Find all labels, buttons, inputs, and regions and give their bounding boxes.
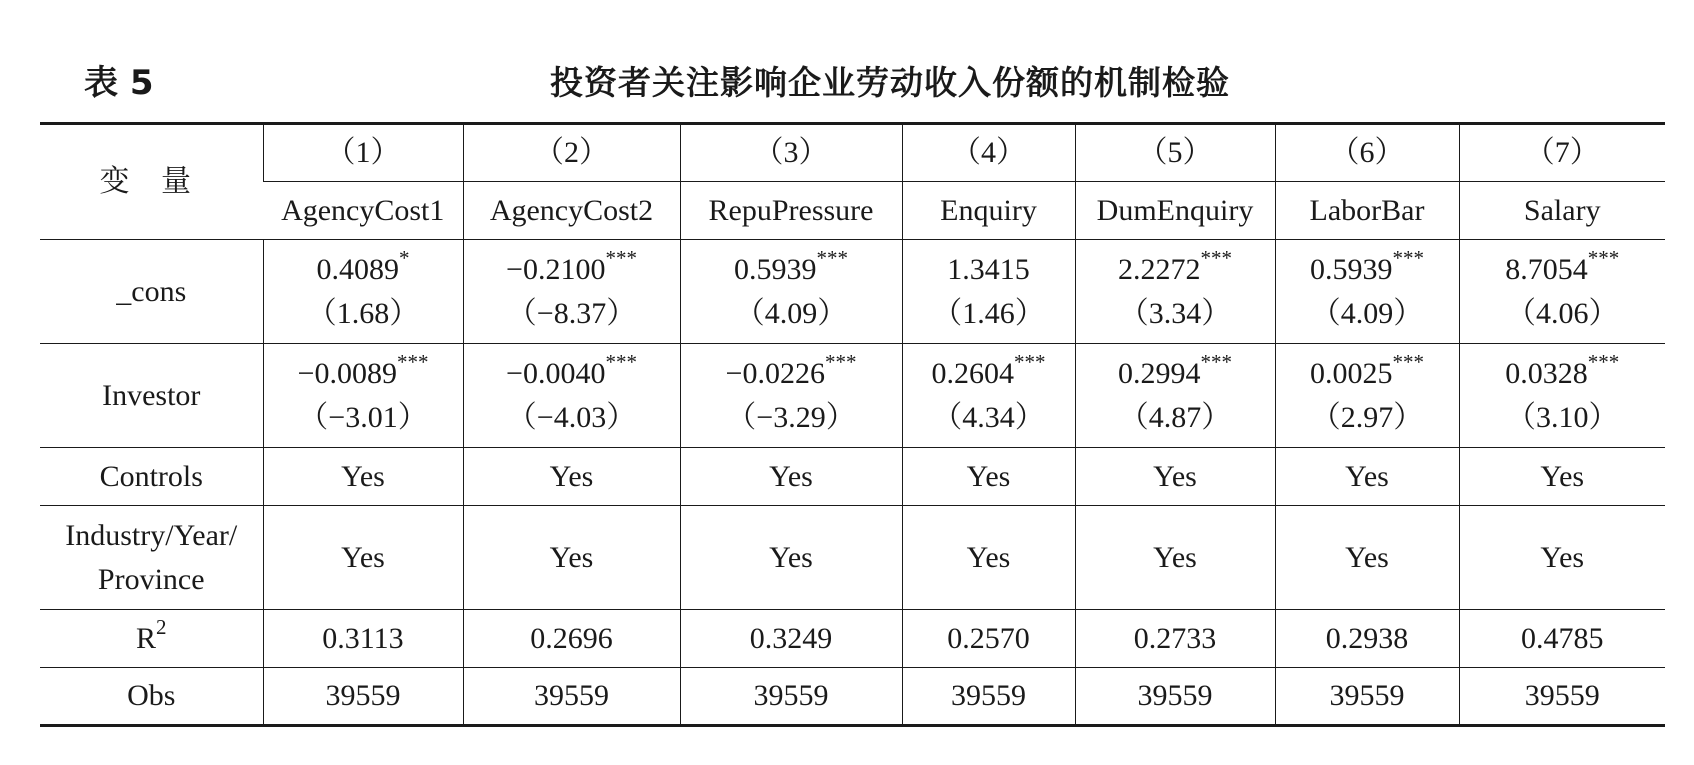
coef-cell: 0.0025*** （2.97） (1275, 344, 1459, 448)
row-label: _cons (40, 240, 263, 344)
table-cell: 39559 (1075, 668, 1275, 726)
table-cell: 0.2570 (902, 610, 1075, 668)
column-name: DumEnquiry (1075, 182, 1275, 240)
table-cell: Yes (680, 448, 902, 506)
table-row-controls (40, 448, 1665, 506)
table-cell: 0.2733 (1075, 610, 1275, 668)
significance-stars: *** (396, 349, 429, 374)
table-cell: 0.4785 (1459, 610, 1665, 668)
table-cell: 0.3249 (680, 610, 902, 668)
row-label: Obs (40, 668, 263, 726)
regression-table (40, 122, 1665, 727)
t-stat: （4.06） (1506, 296, 1619, 330)
variable-header: 变 量 (40, 124, 263, 240)
coef-cell: 1.3415 （1.46） (902, 240, 1075, 344)
table-cell: Yes (902, 448, 1075, 506)
t-stat: （3.34） (1118, 296, 1232, 330)
t-stat: （2.97） (1310, 400, 1424, 434)
table-cell: Yes (463, 448, 680, 506)
table-row-investor (40, 344, 1665, 448)
column-number: （7） (1459, 124, 1665, 182)
significance-stars: *** (1587, 245, 1620, 270)
coef-cell: 0.0328*** （3.10） (1459, 344, 1665, 448)
coef-cell: 0.2604*** （4.34） (902, 344, 1075, 448)
coef-cell: −0.0089*** （−3.01） (263, 344, 463, 448)
significance-stars: * (399, 245, 410, 270)
coef-cell: −0.2100*** （−8.37） (463, 240, 680, 344)
coef-cell: −0.0040*** （−4.03） (463, 344, 680, 448)
t-stat: （−8.37） (506, 296, 637, 330)
coef-cell: 8.7054*** （4.06） (1459, 240, 1665, 344)
table-row-cons (40, 240, 1665, 344)
column-name: LaborBar (1275, 182, 1459, 240)
table-cell: Yes (1275, 448, 1459, 506)
coef-cell: 0.5939*** （4.09） (680, 240, 902, 344)
t-stat: （−4.03） (506, 400, 637, 434)
column-name: AgencyCost2 (463, 182, 680, 240)
coef-cell: −0.0226*** （−3.29） (680, 344, 902, 448)
table-row-fixed-effects (40, 506, 1665, 610)
table-cell: 39559 (1275, 668, 1459, 726)
t-stat: （1.68） (306, 296, 420, 330)
header-row-numbers (40, 124, 1665, 182)
table-cell: Yes (680, 506, 902, 610)
significance-stars: *** (1200, 245, 1232, 270)
table-number: 表 5 (84, 63, 154, 103)
table-cell: Yes (902, 506, 1075, 610)
table-title: 投资者关注影响企业劳动收入份额的机制检验 (550, 63, 1230, 102)
header-row-names (40, 182, 1665, 240)
column-number: （2） (463, 124, 680, 182)
t-stat: （−3.01） (298, 400, 428, 434)
significance-stars: *** (1200, 349, 1232, 374)
table-cell: Yes (1459, 506, 1665, 610)
t-stat: （3.10） (1506, 400, 1619, 434)
column-number: （5） (1075, 124, 1275, 182)
table-row-obs (40, 668, 1665, 726)
significance-stars: *** (1587, 349, 1620, 374)
row-label: Controls (40, 448, 263, 506)
table-cell: Yes (1075, 506, 1275, 610)
significance-stars: *** (1014, 349, 1046, 374)
row-label: $R^2$ (40, 610, 263, 668)
table-caption (0, 58, 1694, 108)
column-number: （4） (902, 124, 1075, 182)
column-number: （6） (1275, 124, 1459, 182)
table-cell: 39559 (1459, 668, 1665, 726)
table-cell: Yes (263, 506, 463, 610)
column-number: （3） (680, 124, 902, 182)
t-stat: （4.09） (1310, 296, 1424, 330)
table-cell: Yes (463, 506, 680, 610)
t-stat: （4.87） (1118, 400, 1232, 434)
column-number: （1） (263, 124, 463, 182)
significance-stars: *** (824, 349, 857, 374)
table-cell: Yes (1459, 448, 1665, 506)
coef-cell: 0.2994*** （4.87） (1075, 344, 1275, 448)
significance-stars: *** (1392, 245, 1424, 270)
t-stat: （4.34） (932, 400, 1045, 434)
significance-stars: *** (605, 245, 637, 270)
t-stat: （1.46） (932, 296, 1045, 330)
table-cell: Yes (1075, 448, 1275, 506)
coef-cell: 0.5939*** （4.09） (1275, 240, 1459, 344)
coef-cell: 0.4089* （1.68） (263, 240, 463, 344)
t-stat: （−3.29） (726, 400, 856, 434)
column-name: RepuPressure (680, 182, 902, 240)
row-label: Investor (40, 344, 263, 448)
row-label: Industry/Year/ Province (40, 506, 263, 610)
table-cell: 0.2696 (463, 610, 680, 668)
column-name: AgencyCost1 (263, 182, 463, 240)
table-row-r2 (40, 610, 1665, 668)
significance-stars: *** (605, 349, 637, 374)
significance-stars: *** (816, 245, 848, 270)
table-cell: Yes (1275, 506, 1459, 610)
table-cell: Yes (263, 448, 463, 506)
coef-cell: 2.2272*** （3.34） (1075, 240, 1275, 344)
column-name: Enquiry (902, 182, 1075, 240)
table-cell: 0.2938 (1275, 610, 1459, 668)
t-stat: （4.09） (734, 296, 848, 330)
table-cell: 0.3113 (263, 610, 463, 668)
table-cell: 39559 (680, 668, 902, 726)
column-name: Salary (1459, 182, 1665, 240)
table-cell: 39559 (902, 668, 1075, 726)
significance-stars: *** (1392, 349, 1424, 374)
table-cell: 39559 (463, 668, 680, 726)
table-cell: 39559 (263, 668, 463, 726)
